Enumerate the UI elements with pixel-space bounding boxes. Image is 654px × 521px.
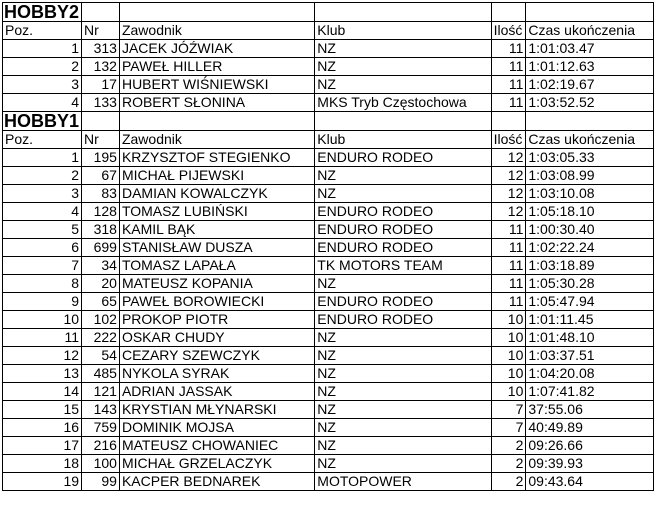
number-cell: 121 — [82, 383, 120, 401]
club-cell: NZ — [315, 365, 491, 383]
empty-cell — [315, 3, 491, 22]
table-row — [3, 58, 654, 76]
position-cell: 17 — [3, 437, 82, 455]
club-cell: ENDURO RODEO — [315, 149, 491, 167]
club-cell: NZ — [315, 275, 491, 293]
table-row — [3, 455, 654, 473]
time-cell: 1:04:20.08 — [526, 365, 654, 383]
position-cell: 13 — [3, 365, 82, 383]
number-cell: 128 — [82, 203, 120, 221]
empty-cell — [526, 112, 654, 131]
table-row — [3, 383, 654, 401]
position-cell: 4 — [3, 94, 82, 112]
time-cell: 1:01:11.45 — [526, 311, 654, 329]
table-row — [3, 76, 654, 94]
table-row — [3, 203, 654, 221]
laps-cell: 2 — [491, 437, 526, 455]
rider-cell: PAWEŁ BOROWIECKI — [119, 293, 314, 311]
laps-cell: 12 — [491, 149, 526, 167]
number-cell: 67 — [82, 167, 120, 185]
rider-cell: MATEUSZ CHOWANIEC — [119, 437, 314, 455]
laps-cell: 10 — [491, 311, 526, 329]
club-cell: NZ — [315, 40, 491, 58]
header-rider: Zawodnik — [119, 22, 314, 40]
position-cell: 9 — [3, 293, 82, 311]
position-cell: 8 — [3, 275, 82, 293]
table-row — [3, 293, 654, 311]
rider-cell: PAWEŁ HILLER — [119, 58, 314, 76]
table-row — [3, 365, 654, 383]
club-cell: NZ — [315, 383, 491, 401]
header-laps: Ilość — [491, 131, 526, 149]
number-cell: 65 — [82, 293, 120, 311]
rider-cell: MICHAŁ GRZELACZYK — [119, 455, 314, 473]
rider-cell: MICHAŁ PIJEWSKI — [119, 167, 314, 185]
laps-cell: 12 — [491, 203, 526, 221]
position-cell: 3 — [3, 76, 82, 94]
laps-cell: 7 — [491, 419, 526, 437]
time-cell: 09:26.66 — [526, 437, 654, 455]
table-row — [3, 221, 654, 239]
position-cell: 2 — [3, 167, 82, 185]
header-laps: Ilość — [491, 22, 526, 40]
table-row — [3, 185, 654, 203]
rider-cell: DAMIAN KOWALCZYK — [119, 185, 314, 203]
time-cell: 1:03:10.08 — [526, 185, 654, 203]
header-club: Klub — [315, 131, 491, 149]
header-position: Poz. — [3, 131, 82, 149]
number-cell: 318 — [82, 221, 120, 239]
laps-cell: 11 — [491, 239, 526, 257]
empty-cell — [119, 112, 314, 131]
position-cell: 7 — [3, 257, 82, 275]
club-cell: NZ — [315, 58, 491, 76]
rider-cell: ADRIAN JASSAK — [119, 383, 314, 401]
position-cell: 1 — [3, 149, 82, 167]
time-cell: 1:01:03.47 — [526, 40, 654, 58]
rider-cell: JACEK JÓŹWIAK — [119, 40, 314, 58]
time-cell: 1:03:08.99 — [526, 167, 654, 185]
club-cell: MKS Tryb Częstochowa — [315, 94, 491, 112]
club-cell: ENDURO RODEO — [315, 311, 491, 329]
time-cell: 1:07:41.82 — [526, 383, 654, 401]
position-cell: 10 — [3, 311, 82, 329]
position-cell: 14 — [3, 383, 82, 401]
club-cell: ENDURO RODEO — [315, 293, 491, 311]
rider-cell: KACPER BEDNAREK — [119, 473, 314, 491]
laps-cell: 10 — [491, 329, 526, 347]
table-row — [3, 401, 654, 419]
club-cell: NZ — [315, 329, 491, 347]
empty-cell — [491, 112, 526, 131]
empty-cell — [491, 3, 526, 22]
position-cell: 3 — [3, 185, 82, 203]
club-cell: NZ — [315, 419, 491, 437]
rider-cell: DOMINIK MOJSA — [119, 419, 314, 437]
rider-cell: NYKOLA SYRAK — [119, 365, 314, 383]
laps-cell: 2 — [491, 473, 526, 491]
time-cell: 1:05:30.28 — [526, 275, 654, 293]
rider-cell: MATEUSZ KOPANIA — [119, 275, 314, 293]
table-row — [3, 329, 654, 347]
table-row — [3, 149, 654, 167]
position-cell: 2 — [3, 58, 82, 76]
club-cell: NZ — [315, 347, 491, 365]
time-cell: 40:49.89 — [526, 419, 654, 437]
number-cell: 216 — [82, 437, 120, 455]
rider-cell: PROKOP PIOTR — [119, 311, 314, 329]
time-cell: 37:55.06 — [526, 401, 654, 419]
table-row — [3, 275, 654, 293]
time-cell: 1:05:47.94 — [526, 293, 654, 311]
number-cell: 132 — [82, 58, 120, 76]
rider-cell: KAMIL BĄK — [119, 221, 314, 239]
rider-cell: TOMASZ LAPAŁA — [119, 257, 314, 275]
laps-cell: 10 — [491, 347, 526, 365]
club-cell: ENDURO RODEO — [315, 203, 491, 221]
number-cell: 83 — [82, 185, 120, 203]
position-cell: 18 — [3, 455, 82, 473]
number-cell: 100 — [82, 455, 120, 473]
number-cell: 17 — [82, 76, 120, 94]
header-row — [3, 22, 654, 40]
laps-cell: 11 — [491, 58, 526, 76]
header-number: Nr — [82, 131, 120, 149]
position-cell: 19 — [3, 473, 82, 491]
time-cell: 09:39.93 — [526, 455, 654, 473]
rider-cell: OSKAR CHUDY — [119, 329, 314, 347]
time-cell: 1:01:48.10 — [526, 329, 654, 347]
laps-cell: 11 — [491, 293, 526, 311]
club-cell: TK MOTORS TEAM — [315, 257, 491, 275]
laps-cell: 2 — [491, 455, 526, 473]
laps-cell: 7 — [491, 401, 526, 419]
number-cell: 143 — [82, 401, 120, 419]
time-cell: 1:02:19.67 — [526, 76, 654, 94]
header-row — [3, 131, 654, 149]
club-cell: NZ — [315, 455, 491, 473]
rider-cell: ROBERT SŁONINA — [119, 94, 314, 112]
table-row — [3, 311, 654, 329]
number-cell: 195 — [82, 149, 120, 167]
results-sheet — [2, 2, 654, 491]
laps-cell: 11 — [491, 257, 526, 275]
laps-cell: 10 — [491, 383, 526, 401]
position-cell: 4 — [3, 203, 82, 221]
time-cell: 1:01:12.63 — [526, 58, 654, 76]
laps-cell: 11 — [491, 40, 526, 58]
laps-cell: 11 — [491, 275, 526, 293]
header-number: Nr — [82, 22, 120, 40]
number-cell: 222 — [82, 329, 120, 347]
laps-cell: 12 — [491, 185, 526, 203]
position-cell: 11 — [3, 329, 82, 347]
table-row — [3, 94, 654, 112]
time-cell: 1:03:37.51 — [526, 347, 654, 365]
number-cell: 20 — [82, 275, 120, 293]
time-cell: 09:43.64 — [526, 473, 654, 491]
laps-cell: 11 — [491, 94, 526, 112]
club-cell: ENDURO RODEO — [315, 221, 491, 239]
number-cell: 34 — [82, 257, 120, 275]
empty-cell — [526, 3, 654, 22]
position-cell: 16 — [3, 419, 82, 437]
section-title-row — [3, 112, 654, 131]
empty-cell — [315, 112, 491, 131]
laps-cell: 10 — [491, 365, 526, 383]
empty-cell — [82, 3, 120, 22]
club-cell: NZ — [315, 167, 491, 185]
position-cell: 5 — [3, 221, 82, 239]
club-cell: ENDURO RODEO — [315, 239, 491, 257]
table-row — [3, 239, 654, 257]
number-cell: 133 — [82, 94, 120, 112]
section-title: HOBBY1 — [3, 112, 82, 131]
results-table — [2, 2, 654, 491]
time-cell: 1:00:30.40 — [526, 221, 654, 239]
rider-cell: KRYSTIAN MŁYNARSKI — [119, 401, 314, 419]
position-cell: 6 — [3, 239, 82, 257]
section-title-row — [3, 3, 654, 22]
club-cell: NZ — [315, 185, 491, 203]
table-row — [3, 347, 654, 365]
header-club: Klub — [315, 22, 491, 40]
rider-cell: KRZYSZTOF STEGIENKO — [119, 149, 314, 167]
time-cell: 1:03:18.89 — [526, 257, 654, 275]
table-row — [3, 40, 654, 58]
club-cell: MOTOPOWER — [315, 473, 491, 491]
table-row — [3, 419, 654, 437]
number-cell: 54 — [82, 347, 120, 365]
club-cell: NZ — [315, 437, 491, 455]
header-time: Czas ukończenia — [526, 22, 654, 40]
header-position: Poz. — [3, 22, 82, 40]
header-time: Czas ukończenia — [526, 131, 654, 149]
header-rider: Zawodnik — [119, 131, 314, 149]
empty-cell — [82, 112, 120, 131]
laps-cell: 12 — [491, 167, 526, 185]
number-cell: 485 — [82, 365, 120, 383]
position-cell: 15 — [3, 401, 82, 419]
rider-cell: TOMASZ LUBIŃSKI — [119, 203, 314, 221]
section-title: HOBBY2 — [3, 3, 82, 22]
time-cell: 1:05:18.10 — [526, 203, 654, 221]
club-cell: NZ — [315, 401, 491, 419]
time-cell: 1:03:52.52 — [526, 94, 654, 112]
table-row — [3, 437, 654, 455]
number-cell: 699 — [82, 239, 120, 257]
table-row — [3, 257, 654, 275]
laps-cell: 11 — [491, 221, 526, 239]
time-cell: 1:03:05.33 — [526, 149, 654, 167]
club-cell: NZ — [315, 76, 491, 94]
rider-cell: STANISŁAW DUSZA — [119, 239, 314, 257]
table-row — [3, 473, 654, 491]
number-cell: 313 — [82, 40, 120, 58]
time-cell: 1:02:22.24 — [526, 239, 654, 257]
number-cell: 759 — [82, 419, 120, 437]
number-cell: 99 — [82, 473, 120, 491]
rider-cell: CEZARY SZEWCZYK — [119, 347, 314, 365]
position-cell: 12 — [3, 347, 82, 365]
rider-cell: HUBERT WIŚNIEWSKI — [119, 76, 314, 94]
empty-cell — [119, 3, 314, 22]
position-cell: 1 — [3, 40, 82, 58]
number-cell: 102 — [82, 311, 120, 329]
laps-cell: 11 — [491, 76, 526, 94]
table-row — [3, 167, 654, 185]
